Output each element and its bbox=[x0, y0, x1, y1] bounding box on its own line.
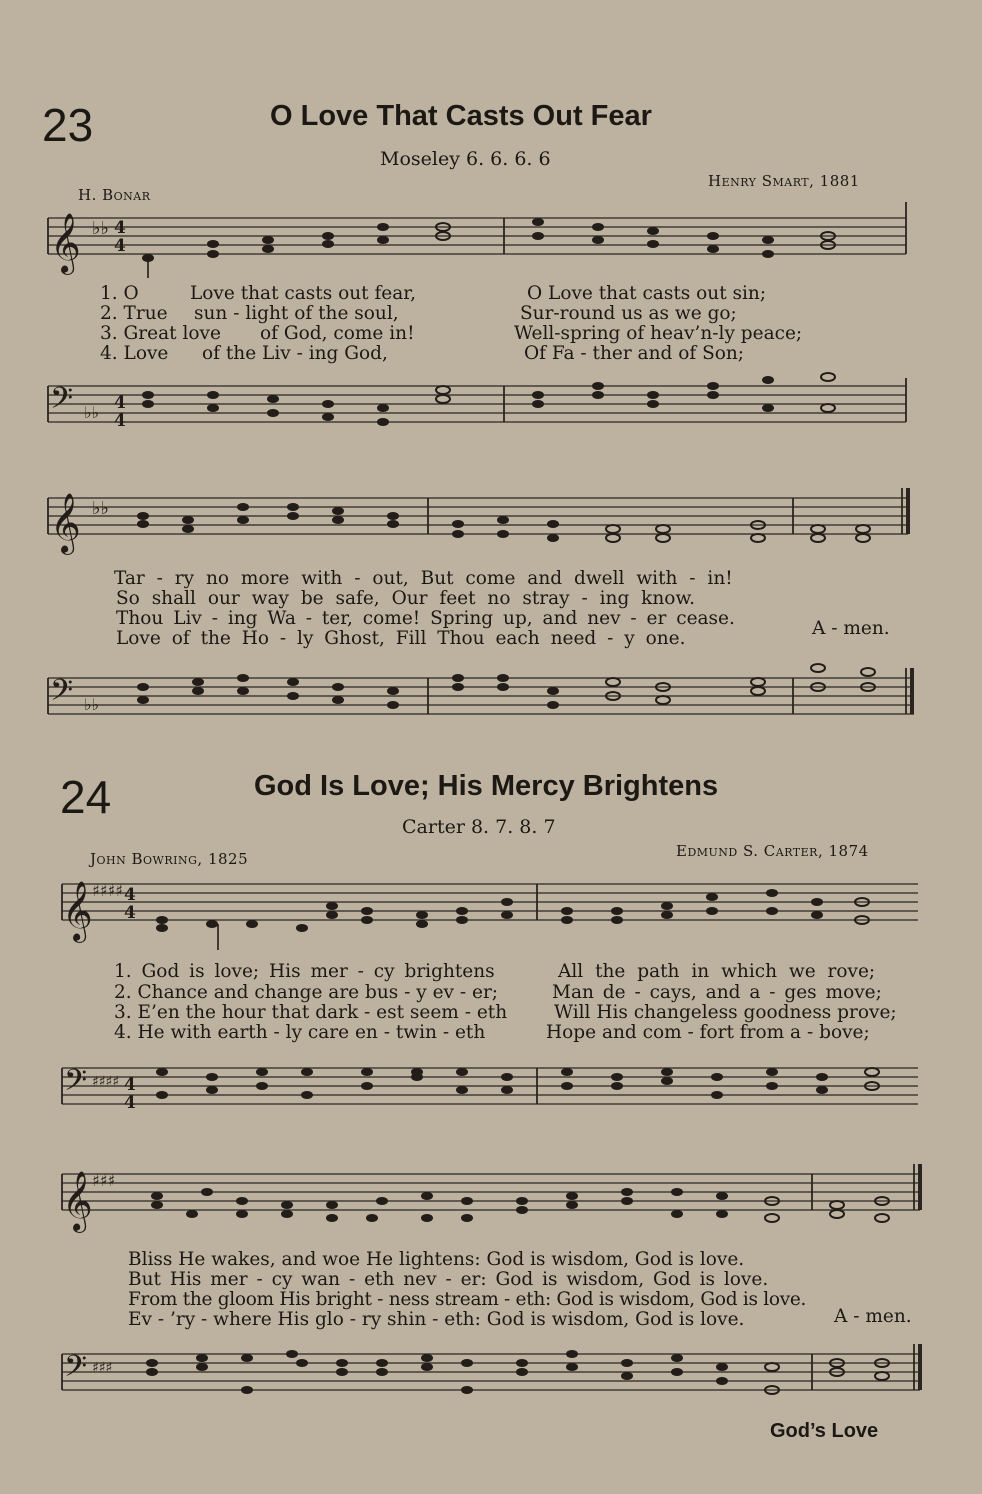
verse-3-line-2: From the gloom His bright - ness stream - eth: God is wisdom, God is love. bbox=[128, 1289, 807, 1310]
verse-3-line-2: Thou Liv - ing Wa - ter, come! Spring up, and nev - er cease. bbox=[116, 608, 735, 629]
treble-clef-icon: 𝄞 bbox=[50, 213, 81, 273]
notes bbox=[137, 503, 870, 542]
treble-staff bbox=[48, 480, 914, 560]
section-footer: God’s Love bbox=[770, 1420, 879, 1442]
notes bbox=[142, 373, 835, 426]
hymn-number: 23 bbox=[42, 99, 94, 151]
bass-staff bbox=[62, 1336, 926, 1426]
key-signature: ♯♯♯ bbox=[92, 1360, 113, 1376]
amen-text: A - men. bbox=[812, 618, 890, 639]
author-credit: John Bowring, 1825 bbox=[90, 850, 249, 868]
bass-staff bbox=[48, 368, 908, 458]
amen-text: A - men. bbox=[834, 1306, 912, 1327]
time-signature: 4 bbox=[114, 393, 126, 413]
treble-staff bbox=[62, 866, 922, 956]
staff-lines bbox=[62, 1068, 918, 1104]
bass-clef-icon: 𝄢 bbox=[50, 674, 74, 715]
key-signature: ♯♯♯ bbox=[92, 1171, 116, 1190]
key-signature: ♭♭ bbox=[84, 403, 100, 422]
tune-name: Moseley 6. 6. 6. 6 bbox=[380, 148, 551, 170]
treble-staff bbox=[62, 1156, 926, 1246]
bass-clef-icon: 𝄢 bbox=[50, 382, 74, 423]
verse-2-line-2: But His mer - cy wan - eth nev - er: God is wisdom, God is love. bbox=[128, 1269, 769, 1290]
key-signature: ♭♭ bbox=[92, 498, 109, 519]
time-signature: 4 bbox=[124, 885, 136, 905]
time-signature: 4 bbox=[124, 1075, 136, 1095]
svg-text:4: 4 bbox=[124, 1093, 136, 1113]
staff-lines bbox=[62, 1354, 920, 1390]
treble-clef-icon: 𝄞 bbox=[50, 493, 81, 553]
verse-4-line-2: Love of the Ho - ly Ghost, Fill Thou each need - y one. bbox=[116, 628, 686, 649]
svg-text:4: 4 bbox=[114, 411, 126, 431]
key-signature: ♭♭ bbox=[92, 218, 109, 239]
staff-lines bbox=[48, 498, 908, 534]
composer-credit: Henry Smart, 1881 bbox=[708, 172, 860, 190]
tune-name: Carter 8. 7. 8. 7 bbox=[402, 816, 556, 838]
staff-lines bbox=[48, 218, 906, 254]
key-signature: ♭♭ bbox=[84, 695, 100, 714]
staff-lines bbox=[62, 1174, 920, 1210]
verse-2-line-2: So shall our way be safe, Our feet no stray - ing know. bbox=[116, 588, 695, 609]
bass-staff bbox=[48, 660, 918, 750]
svg-text:4: 4 bbox=[114, 236, 126, 256]
verse-1-line-2: Tar - ry no more with - out, But come and dwell with - in! bbox=[114, 568, 733, 589]
author-credit: H. Bonar bbox=[78, 186, 151, 204]
hymn-title: God Is Love; His Mercy Brightens bbox=[254, 770, 719, 802]
hymn-number: 24 bbox=[60, 771, 112, 823]
staff-lines bbox=[62, 884, 918, 920]
treble-staff bbox=[48, 200, 908, 280]
composer-credit: Edmund S. Carter, 1874 bbox=[676, 842, 869, 860]
treble-clef-icon: 𝄞 bbox=[62, 881, 93, 941]
time-signature: 4 bbox=[114, 218, 126, 238]
key-signature: ♯♯♯♯ bbox=[92, 1074, 120, 1090]
bass-clef-icon: 𝄢 bbox=[64, 1064, 88, 1105]
staff-lines bbox=[48, 386, 906, 422]
svg-text:4: 4 bbox=[124, 903, 136, 923]
verse-4-line-2: Ev - ’ry - where His glo - ry shin - eth: God is wisdom, God is love. bbox=[128, 1309, 745, 1330]
notes bbox=[151, 1188, 889, 1222]
staff-lines bbox=[48, 678, 914, 714]
hymn-title: O Love That Casts Out Fear bbox=[270, 100, 652, 132]
bass-staff bbox=[62, 1050, 922, 1140]
treble-clef-icon: 𝄞 bbox=[62, 1171, 93, 1231]
bass-clef-icon: 𝄢 bbox=[64, 1350, 88, 1391]
key-signature: ♯♯♯♯ bbox=[92, 881, 123, 900]
notes bbox=[156, 1068, 879, 1099]
verse-1-line-2: Bliss He wakes, and woe He lightens: God is wisdom, God is love. bbox=[128, 1249, 745, 1270]
